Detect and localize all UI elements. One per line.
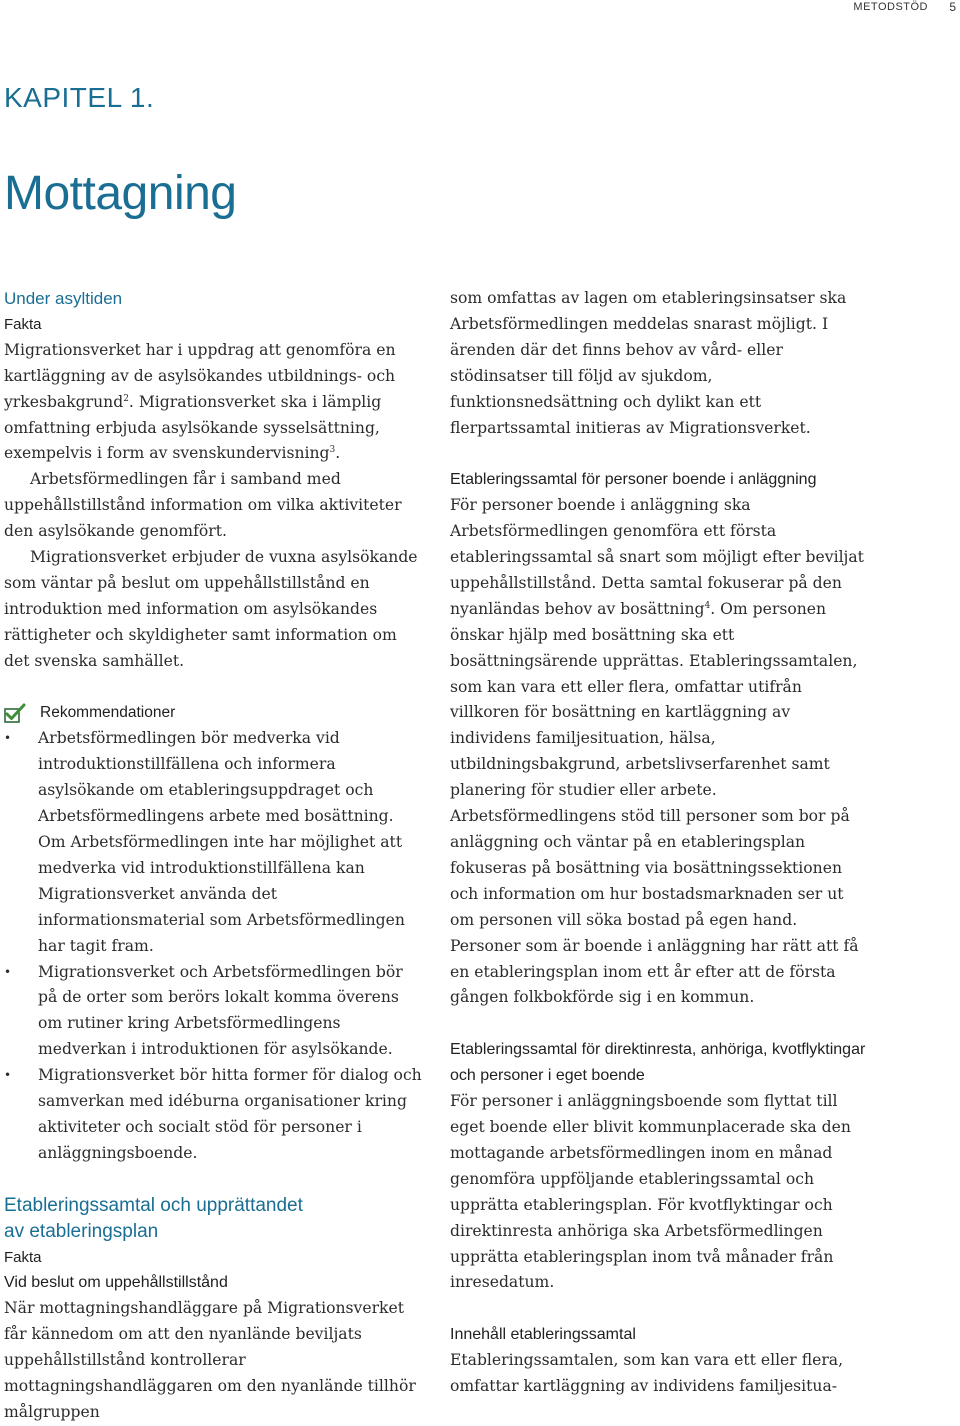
heading-etableringssamtal: Etableringssamtal och upprättandet av etableringsplan: [4, 1194, 303, 1242]
list-item: • Arbetsförmedlingen bör medverka vid introduktionstillfällena och informera asylsökande om etableringsuppdraget och Arbetsförmedlingens arbete med bosättning. Om Arbetsförmedlingen inte har möjlighet att medverka vid introduktionstillfällena kan Migrationsverket använda det informationsmaterial som Arbetsförmedlingen har tagit fram.: [4, 729, 405, 955]
paragraph-kartlaggning: Migrationsverket har i uppdrag att genomföra en kartläggning av de asylsökandes utbildnings- och yrkesbakgrund$^2$. Migrationsverket ska i lämplig omfattning erbjuda asylsökande sysselsättning, exempelvis i form av svenskundervisning$^3$.: [4, 340, 396, 463]
paragraph-arbetsformedlingen: Arbetsförmedlingen får i samband med uppehållstillstånd information om vilka aktiviteter den asylsökande genomfört.: [4, 470, 402, 541]
paragraph-introduktion: Migrationsverket erbjuder de vuxna asylsökande som väntar på beslut om uppehållstillstånd en introduktion med information om asylsökandes rättigheter och skyldigheter samt information om det svenska samhället.: [4, 548, 418, 670]
fakta-label-2: Fakta: [4, 1248, 42, 1266]
recommendations-heading: Rekommendationer: [4, 700, 424, 726]
paragraph-anlaggning: För personer boende i anläggning ska Arbetsförmedlingen genomföra ett första etableringssamtal så snart som möjligt efter beviljat uppehållstillstånd. Detta samtal fokuserar på den nyanländas behov av bosättning$^4$. Om personen önskar hjälp med bosättning ska ett bosättningsärende upprättas. Etableringssamtalen, som kan vara ett eller flera, omfattar utifrån villkoren för bosättning en kartläggning av individens familjesituation, hälsa, utbildningsbakgrund, arbetslivserfarenhet samt planering för studier eller arbete. Arbetsförmedlingens stöd till personer som bor på anläggning och väntar på en etableringsplan fokuseras på bosättning via bosättningssektionen och information om hur bostadsmarknaden ser ut om personen vill söka bostad på egen hand. Personer som är boende i anläggning har rätt att få en etableringsplan inom ett år efter att de första gången folkbokförde sig i en kommun.: [450, 496, 864, 1007]
page-title: Mottagning: [4, 167, 237, 220]
checkbox-check-icon: [4, 703, 26, 723]
paragraph-mottagningshandlaggare: När mottagningshandläggare på Migrationsverket får kännedom om att den nyanlände beviljats uppehållstillstånd kontrollerar mottagningshandläggaren om den nyanlände tillhör målgruppen: [4, 1299, 416, 1421]
heading-under-asyltiden: Under asyltiden: [4, 289, 123, 308]
page-number: 5: [949, 0, 956, 14]
section-label: METODSTÖD: [853, 1, 928, 13]
list-item: • Migrationsverket bör hitta former för dialog och samverkan med idéburna organisationer kring aktiviteter och socialt stöd för personer i anläggningsboende.: [4, 1066, 422, 1162]
fakta-label: Fakta: [4, 315, 42, 333]
subheading-vid-beslut: Vid beslut om uppehållstillstånd: [4, 1274, 228, 1292]
heading-direktinresta: Etableringssamtal för direktinresta, anhöriga, kvotflyktingar och personer i eget boende: [450, 1041, 866, 1085]
left-column: [4, 286, 424, 1426]
chapter-label: KAPITEL 1.: [4, 82, 155, 113]
paragraph-innehall: Etableringssamtalen, som kan vara ett eller flera, omfattar kartläggning av individens familjesitua-: [450, 1351, 844, 1396]
right-column: [450, 286, 870, 1400]
paragraph-continuation: som omfattas av lagen om etableringsinsatser ska Arbetsförmedlingen meddelas snarast möjligt. I ärenden där det finns behov av vård- eller stödinsatser till följd av sjukdom, funktionsnedsättning och dylikt kan ett flerpartssamtal initieras av Migrationsverket.: [450, 289, 847, 437]
recommendations-list: [4, 726, 424, 1166]
heading-boende-i-anlaggning: Etableringssamtal för personer boende i anläggning: [450, 471, 817, 489]
paragraph-eget-boende: För personer i anläggningsboende som flyttat till eget boende eller blivit kommunplacerade ska den mottagande arbetsförmedlingen inom en månad genomföra uppföljande etableringssamtal och upprätta etableringsplan. För kvotflyktingar och direktinresta anhöriga ska Arbetsförmedlingen upprätta etableringsplan inom två månader från inresedatum.: [450, 1092, 851, 1292]
heading-innehall: Innehåll etableringssamtal: [450, 1326, 636, 1344]
list-item: • Migrationsverket och Arbetsförmedlingen bör på de orter som berörs lokalt komma överens om rutiner kring Arbetsförmedlingens medverkan i introduktionen för asylsökande.: [4, 962, 403, 1059]
